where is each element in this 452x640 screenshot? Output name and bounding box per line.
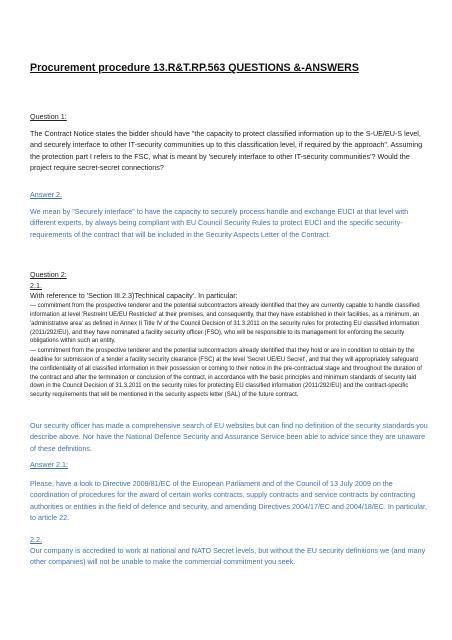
answer-1-label: Answer 2. — [30, 190, 62, 199]
answer-2-1-label: Answer 2.1: — [30, 460, 68, 469]
question-1-label: Question 1: — [30, 112, 67, 121]
question-2-intro: With reference to 'Section III.2.3)Technical capacity'. In particular: — [30, 291, 238, 300]
answer-1-text: We mean by "Securely interface" to have the capacity to securely process handle and exchange EUCI at that level with different experts, by always being compliant with EU Council Security Rules to protect EUCI and the specific security-requirements of the contract that will be included in the Security Aspects Letter of the Contract. — [30, 207, 409, 239]
section-2-2-text: Our company is accredited to work at national and NATO Secret levels, but without the EU security definitions we (and many other companies) will not be unable to make the commercial commitment you seek. — [30, 546, 426, 567]
page-title: Procurement procedure 13.R&T.RP.563 QUESTIONS &-ANSWERS — [30, 62, 359, 74]
question-1-text: The Contract Notice states the bidder should have "the capacity to protect classified information up to the S-UE/EU-S level, and securely interface to other IT-security communities up to this classification level, if required by the approach". Assuming the protection part I refers to the FSC, what is meant by 'securely interface to other IT-security communities'? Would the project require secret-secret connections? — [30, 129, 423, 173]
section-2-2-label: 2.2. — [30, 535, 42, 544]
question-2-item-2: — commitment from the prospective tenderer and the potential subcontractors already identified that they hold or are in condition to obtain by the deadline for submission of a tender a facility security clearance (FSC) at the level 'Secret UE/EU Secret', and that they will appropriately safeguard the confidentiality of all classified information in their possession or coming to their notice in the pre-contractual stage and throughout the duration of the contract and after the termination or conclusion of the contract, in accordance with the basic principles and minimum standards of security laid down in the Council Decision of 31.3.2011 on the security rules for protecting EU classified information (2011/292/EU) and the contract-specific security requirements that will be mentioned in the security aspects letter (SAL) of the future contract, — [30, 348, 422, 399]
question-2-sub-label: 2.1. — [30, 281, 42, 290]
question-2-comment: Our security officer has made a comprehensive search of EU websites but can find no definition of the security standards you describe above. Nor have the National Defence Security and Assurance Service been able to advice since they are unaware of these definitions. — [30, 421, 428, 453]
answer-2-1-text: Please, have a look to Directive 2009/81/EC of the European Parliament and of the Council of 13 July 2009 on the coordination of procedures for the award of certain works contracts, supply contracts and service contracts by contracting authorities or entities in the field of defence and security, and amending Directives 2004/17/EC and 2004/18/EC. In particular, to article 22. — [30, 479, 428, 523]
question-2-label: Question 2: — [30, 270, 67, 279]
question-2-item-1: — commitment from the prospective tenderer and the potential subcontractors already identified that they are currently capable to handle classified information at level 'Restreint UE/EU Restricted' at their premises, and consequently, that they have established in their facilities, as a minimum, an 'administrative area' as defined in Annex II Title IV of the Council Decision of 31.3.2011 on the security rules for protecting EU classified information (2011/292/EU), and they have nominated a facility security officer (FSO), who will be responsible to its management for enforcing the security obligations within such an entity, — [30, 303, 420, 345]
